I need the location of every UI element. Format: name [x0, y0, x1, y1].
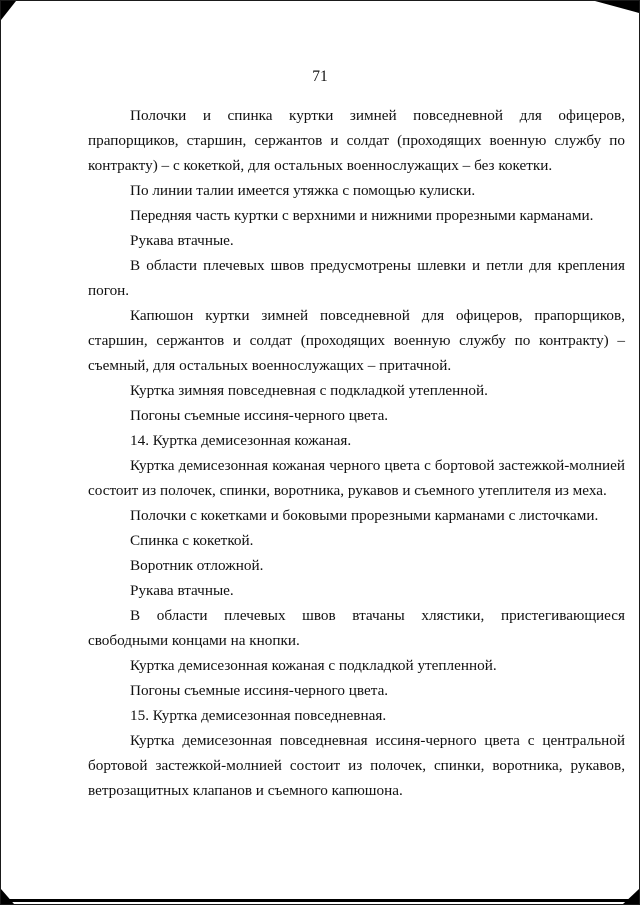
paragraph: 15. Куртка демисезонная повседневная.: [130, 707, 387, 724]
paragraph: В области плечевых швов предусмотрены шлевки и петли для крепления погон.: [88, 257, 625, 299]
paragraph: Погоны съемные иссиня-черного цвета.: [130, 682, 389, 699]
paragraph: Рукава втачные.: [130, 582, 234, 599]
scan-artifact-top-left: [1, 1, 16, 20]
paragraph: Куртка демисезонная кожаная с подкладкой утепленной.: [130, 657, 497, 674]
scan-artifact-top-right: [595, 1, 639, 13]
scan-artifact-bottom-line: [5, 899, 635, 902]
paragraph: Капюшон куртки зимней повседневной для офицеров, прапорщиков, старшин, сержантов и солдат (проходящих военную службу по контракту) – съемный, для остальных военнослужащих – притачной.: [88, 307, 625, 374]
page-number: 71: [312, 68, 328, 85]
paragraph: Рукава втачные.: [130, 232, 234, 249]
paragraph: Воротник отложной.: [130, 557, 264, 574]
paragraph: Куртка демисезонная кожаная черного цвета с бортовой застежкой-молнией состоит из полочек, спинки, воротника, рукавов и съемного утеплителя из меха.: [88, 457, 625, 499]
paragraph: Куртка зимняя повседневная с подкладкой утепленной.: [130, 382, 488, 399]
paragraph: По линии талии имеется утяжка с помощью кулиски.: [130, 182, 476, 199]
paragraph: Полочки с кокетками и боковыми прорезными карманами с листочками.: [130, 507, 599, 524]
document-body: [88, 103, 625, 803]
paragraph: В области плечевых швов втачаны хлястики, пристегивающиеся свободными концами на кнопки.: [88, 607, 625, 649]
paragraph: Передняя часть куртки с верхними и нижними прорезными карманами.: [130, 207, 594, 224]
paragraph: Куртка демисезонная повседневная иссиня-черного цвета с центральной бортовой застежкой-молнией состоит из полочек, спинки, воротника, рукавов, ветрозащитных клапанов и съемного капюшона.: [88, 732, 625, 799]
paragraph: Полочки и спинка куртки зимней повседневной для офицеров, прапорщиков, старшин, сержантов и солдат (проходящих военную службу по контракту) – с кокеткой, для остальных военнослужащих – без кокетки.: [88, 107, 625, 174]
paragraph: Спинка с кокеткой.: [130, 532, 254, 549]
paragraph: 14. Куртка демисезонная кожаная.: [130, 432, 352, 449]
scan-artifact-bottom-right: [623, 889, 639, 904]
paragraph: Погоны съемные иссиня-черного цвета.: [130, 407, 389, 424]
